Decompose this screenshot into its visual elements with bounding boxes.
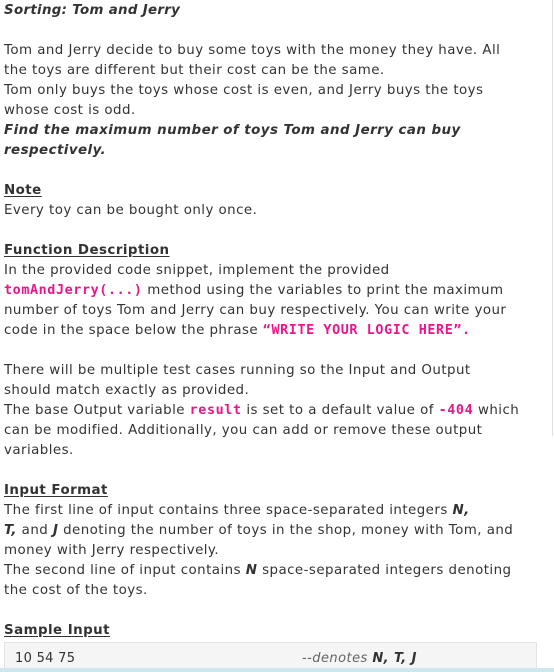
spacer <box>4 341 548 361</box>
input-format-line-2 <box>4 521 548 541</box>
base-output-line <box>4 401 548 421</box>
tests-line-1: There will be multiple test cases running so the Input and Output <box>4 363 471 378</box>
var-n: N, <box>452 503 470 518</box>
method-name: tomAndJerry(...) <box>4 283 143 298</box>
spacer <box>4 161 548 181</box>
modify-line: can be modified. Additionally, you can add or remove these output <box>4 423 483 438</box>
bottom-strip <box>0 668 554 672</box>
input-format-heading: Input Format <box>4 483 108 498</box>
spacer <box>4 461 548 481</box>
intro-line-1: Tom and Jerry decide to buy some toys with the money they have. All <box>4 43 501 58</box>
spacer <box>4 221 548 241</box>
task-line-2: respectively. <box>4 143 107 158</box>
function-description-heading: Function Description <box>4 243 170 258</box>
intro-line-4: whose cost is odd. <box>4 103 136 118</box>
input-format-line-4 <box>4 561 548 581</box>
function-description-line-2-text: method using the variables to print the maximum <box>142 283 504 298</box>
function-description-line-2 <box>4 281 548 301</box>
sample-input-values: 10 54 75 <box>15 651 76 666</box>
base-output-text-mid: is set to a default value of <box>241 403 439 418</box>
input-format-line-4-rest: space-separated integers denoting <box>257 563 512 578</box>
default-value: -404 <box>438 403 474 418</box>
tests-line-2: should match exactly as provided. <box>4 383 250 398</box>
spacer <box>4 21 548 41</box>
var-n-2: N <box>245 563 258 578</box>
function-description-line-4 <box>4 321 548 341</box>
input-format-line-4-text: The second line of input contains <box>4 563 246 578</box>
sample-note-prefix: --denotes <box>302 651 373 666</box>
variables-line: variables. <box>4 443 74 458</box>
function-description-line-1: In the provided code snippet, implement the provided <box>4 263 390 278</box>
input-format-line-1-text: The first line of input contains three space-separated integers <box>4 503 453 518</box>
function-description-line-4-text: code in the space below the phrase <box>4 323 263 338</box>
var-j: J <box>52 523 59 538</box>
var-t: T, <box>4 523 17 538</box>
spacer <box>4 601 548 621</box>
note-heading: Note <box>4 183 42 198</box>
problem-content <box>4 1 548 641</box>
sample-note-vars: N, T, J <box>372 651 417 666</box>
sample-input-note <box>302 649 417 669</box>
problem-title: Sorting: Tom and Jerry <box>4 3 181 18</box>
intro-line-3: Tom only buys the toys whose cost is even, and Jerry buys the toys <box>4 83 484 98</box>
scroll-divider <box>552 0 553 436</box>
sample-input-heading: Sample Input <box>4 623 110 638</box>
write-logic-phrase: “WRITE YOUR LOGIC HERE”. <box>262 323 471 338</box>
input-format-line-5: the cost of the toys. <box>4 583 148 598</box>
base-output-text-post: which <box>473 403 520 418</box>
intro-line-2: the toys are different but their cost can be the same. <box>4 63 385 78</box>
task-line-1: Find the maximum number of toys Tom and Jerry can buy <box>4 123 461 138</box>
function-description-line-3: number of toys Tom and Jerry can buy respectively. You can write your <box>4 303 507 318</box>
input-format-and: and <box>16 523 53 538</box>
input-format-line-2-text: denoting the number of toys in the shop, money with Tom, and <box>58 523 514 538</box>
input-format-line-1 <box>4 501 548 521</box>
base-output-text-pre: The base Output variable <box>4 403 190 418</box>
note-text: Every toy can be bought only once. <box>4 203 258 218</box>
input-format-line-3: money with Jerry respectively. <box>4 543 220 558</box>
result-variable: result <box>189 403 242 418</box>
